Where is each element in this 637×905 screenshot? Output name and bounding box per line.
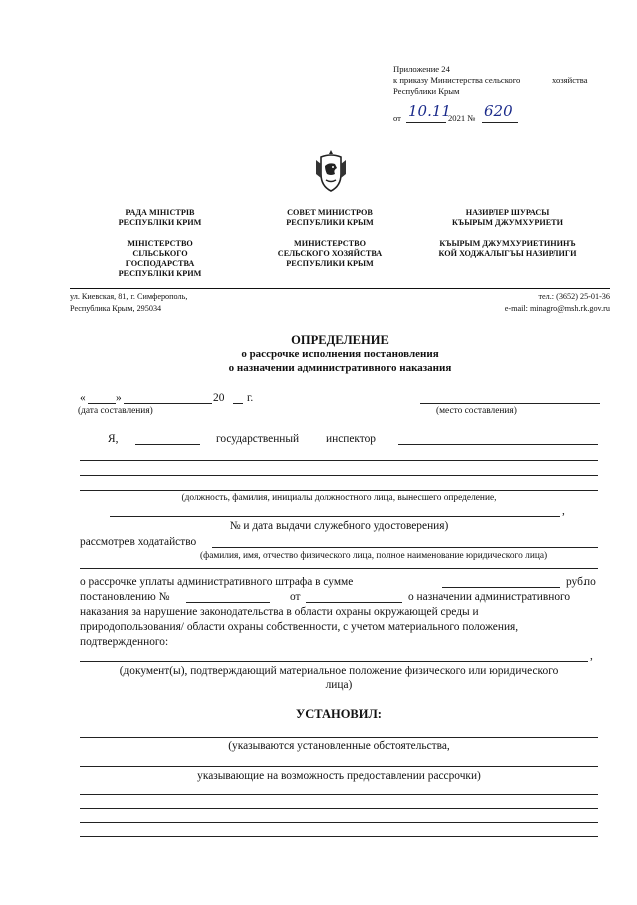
id-caption: № и дата выдачи служебного удостоверения) bbox=[229, 520, 449, 532]
annex-line-3: Республики Крым bbox=[393, 86, 460, 96]
annex-date-signature: 10.11 bbox=[408, 102, 451, 120]
resolution-no-label: постановлению № bbox=[80, 591, 170, 603]
contact-phone: тел.: (3652) 25-01-36 bbox=[538, 292, 610, 301]
ot-label: от bbox=[290, 591, 301, 603]
para-line-4: подтвержденного: bbox=[80, 636, 169, 648]
header-left: РАДА МІНІСТРІВ РЕСПУБЛІКИ КРИМ МІНІСТЕРСТВО СІЛЬСЬКОГО ГОСПОДАРСТВА РЕСПУБЛІКИ КРИМ bbox=[118, 208, 202, 278]
doc-caption-2: лица) bbox=[325, 679, 353, 691]
official-comma: , bbox=[562, 505, 565, 517]
ya-label: Я, bbox=[108, 433, 119, 445]
para-line-2: наказания за нарушение законодательства в области охраны окружающей среды и bbox=[80, 606, 479, 618]
quote-close: » bbox=[116, 392, 122, 404]
doc-comma: , bbox=[590, 650, 593, 662]
considered-label: рассмотрев ходатайство bbox=[80, 536, 197, 548]
inspector-label: инспектор bbox=[326, 433, 377, 445]
year-suffix: г. bbox=[247, 392, 254, 404]
installment-text: о рассрочке уплаты административного штрафа в сумме bbox=[80, 576, 354, 588]
doc-caption-1: (документ(ы), подтверждающий материальное положение физического или юридического bbox=[119, 665, 559, 677]
o-naznachenii-label: о назначении административного bbox=[408, 591, 571, 603]
address-line-1: ул. Киевская, 81, г. Симферополь, bbox=[70, 292, 188, 301]
date-caption: (дата составления) bbox=[78, 406, 153, 416]
annex-line-1: Приложение 24 bbox=[393, 64, 450, 74]
circumstances-caption-1: (указываются установленные обстоятельства, bbox=[228, 740, 450, 752]
annex-line-2: к приказу Министерства сельского bbox=[393, 75, 521, 85]
circumstances-caption-2: указывающие на возможность предоставлении рассрочки) bbox=[197, 770, 481, 782]
annex-year: 2021 № bbox=[448, 113, 476, 123]
po-label: по bbox=[584, 576, 596, 588]
document-title: ОПРЕДЕЛЕНИЕ bbox=[291, 333, 389, 347]
annex-date-prefix: от bbox=[393, 113, 401, 123]
document-subtitle-1: о рассрочке исполнения постановления bbox=[241, 348, 439, 360]
year-label: 20 bbox=[213, 392, 225, 404]
para-line-3: природопользования/ области охраны собственности, с учетом материального положения, bbox=[80, 621, 519, 633]
person-caption: (фамилия, имя, отчество физического лица, полное наименование юридического лица) bbox=[200, 551, 548, 561]
address-line-2: Республика Крым, 295034 bbox=[70, 304, 162, 313]
official-caption: (должность, фамилия, инициалы должностного лица, вынесшего определение, bbox=[181, 493, 497, 503]
state-label: государственный bbox=[216, 433, 300, 445]
annex-line-2b: хозяйства bbox=[552, 75, 588, 85]
document-subtitle-2: о назначении административного наказания bbox=[228, 362, 452, 374]
header-separator bbox=[70, 288, 610, 289]
place-caption: (место составления) bbox=[436, 406, 517, 416]
contact-email: e-mail: minagro@msh.rk.gov.ru bbox=[504, 304, 610, 313]
established-heading: УСТАНОВИЛ: bbox=[296, 707, 382, 721]
coat-of-arms-icon bbox=[313, 148, 349, 194]
rub-label: руб. bbox=[566, 576, 586, 588]
quote-open: « bbox=[80, 392, 86, 404]
header-center: СОВЕТ МИНИСТРОВ РЕСПУБЛИКИ КРЫМ МИНИСТЕРСТВО СЕЛЬСКОГО ХОЗЯЙСТВА РЕСПУБЛИКИ КРЫМ bbox=[277, 208, 383, 268]
header-right: НАЗИРЛЕР ШУРАСЫ КЪЫРЫМ ДЖУМХУРИЕТИ КЪЫРЫМ ДЖУМХУРИЕТИНИНЪ КОЙ ХОДЖАЛЫГЪЫ НАЗИРЛИГИ bbox=[438, 208, 577, 258]
annex-number-signature: 620 bbox=[484, 102, 513, 120]
